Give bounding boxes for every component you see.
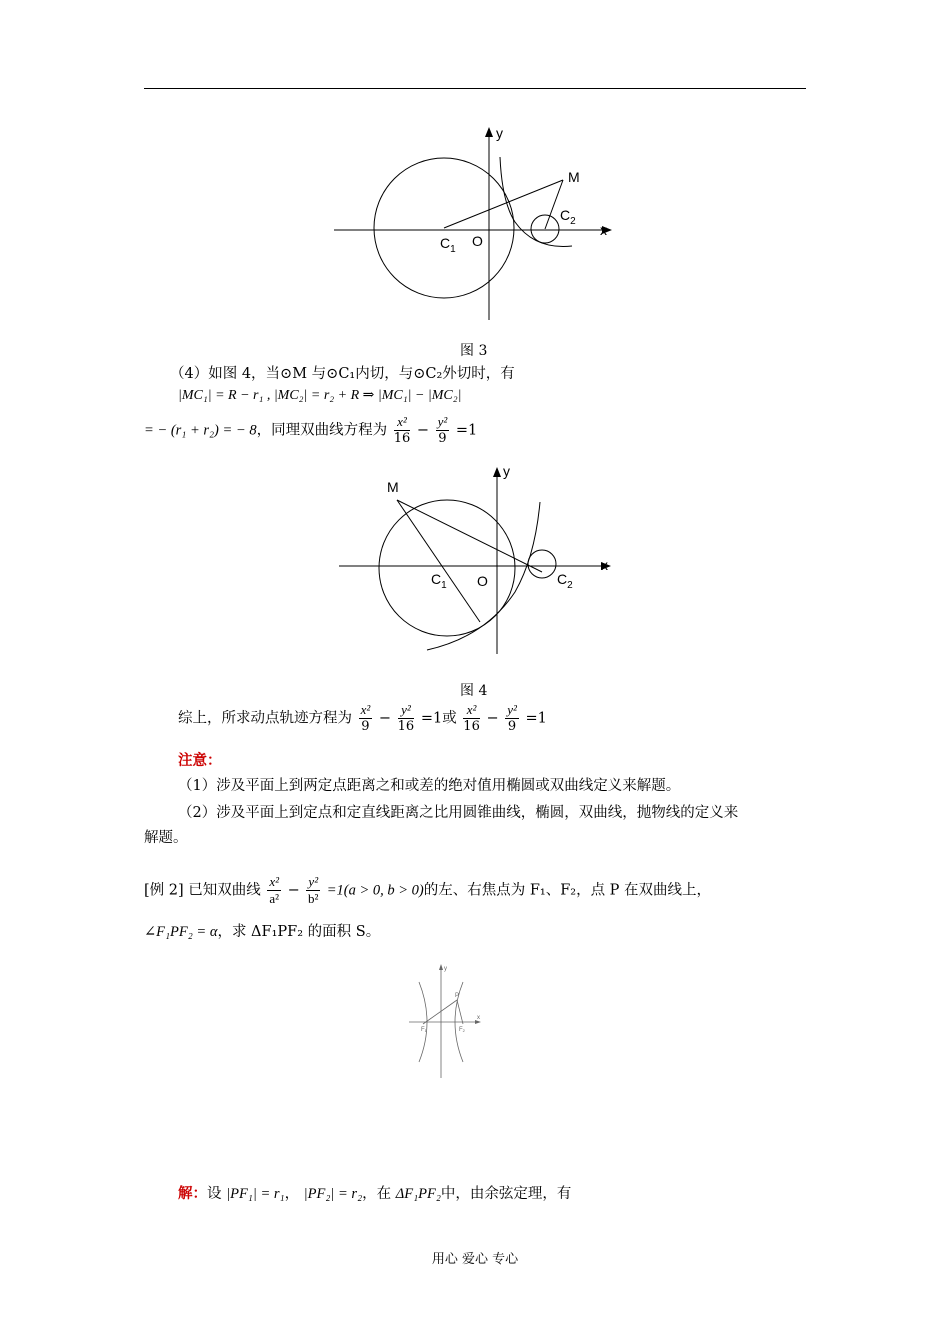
fig5-p-label: P (455, 993, 460, 999)
note-item-1: （1）涉及平面上到两定点距离之和或差的绝对值用椭圆或双曲线定义来解题。 (178, 778, 681, 794)
header-rule (144, 88, 806, 89)
note-title: 注意： (178, 752, 222, 769)
figure-3-caption: 图 3 (460, 343, 488, 359)
note-item-2: （2）涉及平面上到定点和定直线距离之比用圆锥曲线，椭圆，双曲线，抛物线的定义来 (178, 805, 739, 821)
fig4-c1-label: $C_1$ (431, 571, 447, 591)
figure-4-caption: 图 4 (460, 683, 488, 699)
fig5-y-label: y (444, 966, 447, 972)
example-2-diagram (405, 960, 485, 1082)
note-item-2-cont: 解题。 (144, 830, 188, 846)
fig4-o-label: O (477, 573, 488, 589)
summary-line: 综上，所求动点轨迹方程为 $\frac{\text{x²}}{9}$ − $\frac{\text{y²}}{16}$ =1或 $\frac{\text{x²}}{16}$ − $\frac{\text{y²}}{9}$ =1 (178, 702, 547, 734)
fig5-f2-label: F2 (459, 1027, 465, 1033)
fig3-c2-label: $C_2$ (560, 207, 576, 227)
figure-4-diagram (335, 462, 620, 657)
fig5-x-label: x (477, 1015, 480, 1021)
fig3-x-label: x (600, 222, 607, 238)
fig3-o-label: O (472, 233, 483, 249)
fig3-c1-label: $C_1$ (440, 235, 456, 255)
fig3-y-label: y (496, 125, 503, 141)
figure-3-diagram (330, 122, 620, 322)
fig3-m-label: M (568, 169, 580, 185)
example-2-statement: [例 2] 已知双曲线 $\frac{\text{x²}}{\text{a²}}$ − $\frac{\text{y²}}{\text{b²}}$ =1(a > 0, b > 0)的左、右焦点为 F₁、F₂，点 P 在双曲线上， (144, 874, 712, 906)
fig4-x-label: x (601, 557, 608, 573)
fig4-y-label: y (503, 463, 510, 479)
example-2-condition: ∠F₁PF₂ = α，求 ΔF₁PF₂ 的面积 S。 (144, 924, 381, 940)
case4-equation-1: |MC₁| = R − r₁ , |MC₂| = r₂ + R ⇒ |MC₁| − |MC₂| (178, 388, 462, 403)
case4-intro: （4）如图 4，当⊙M 与⊙C₁内切，与⊙C₂外切时，有 (170, 366, 515, 382)
case4-equation-2: = − (r₁ + r₂) = − 8，同理双曲线方程为 $\frac{\text{x²}}{16}$ − $\frac{\text{y²}}{9}$ =1 (144, 414, 478, 446)
fig5-f1-label: F1 (421, 1027, 427, 1033)
fig4-c2-label: $C_2$ (557, 571, 573, 591)
solution-line: 解：设 |PF₁| = r₁， |PF₂| = r₂，在 ΔF₁PF₂中，由余弦定理，有 (178, 1185, 572, 1202)
page-footer: 用心 爱心 专心 (431, 1252, 519, 1267)
fig4-m-label: M (387, 479, 399, 495)
